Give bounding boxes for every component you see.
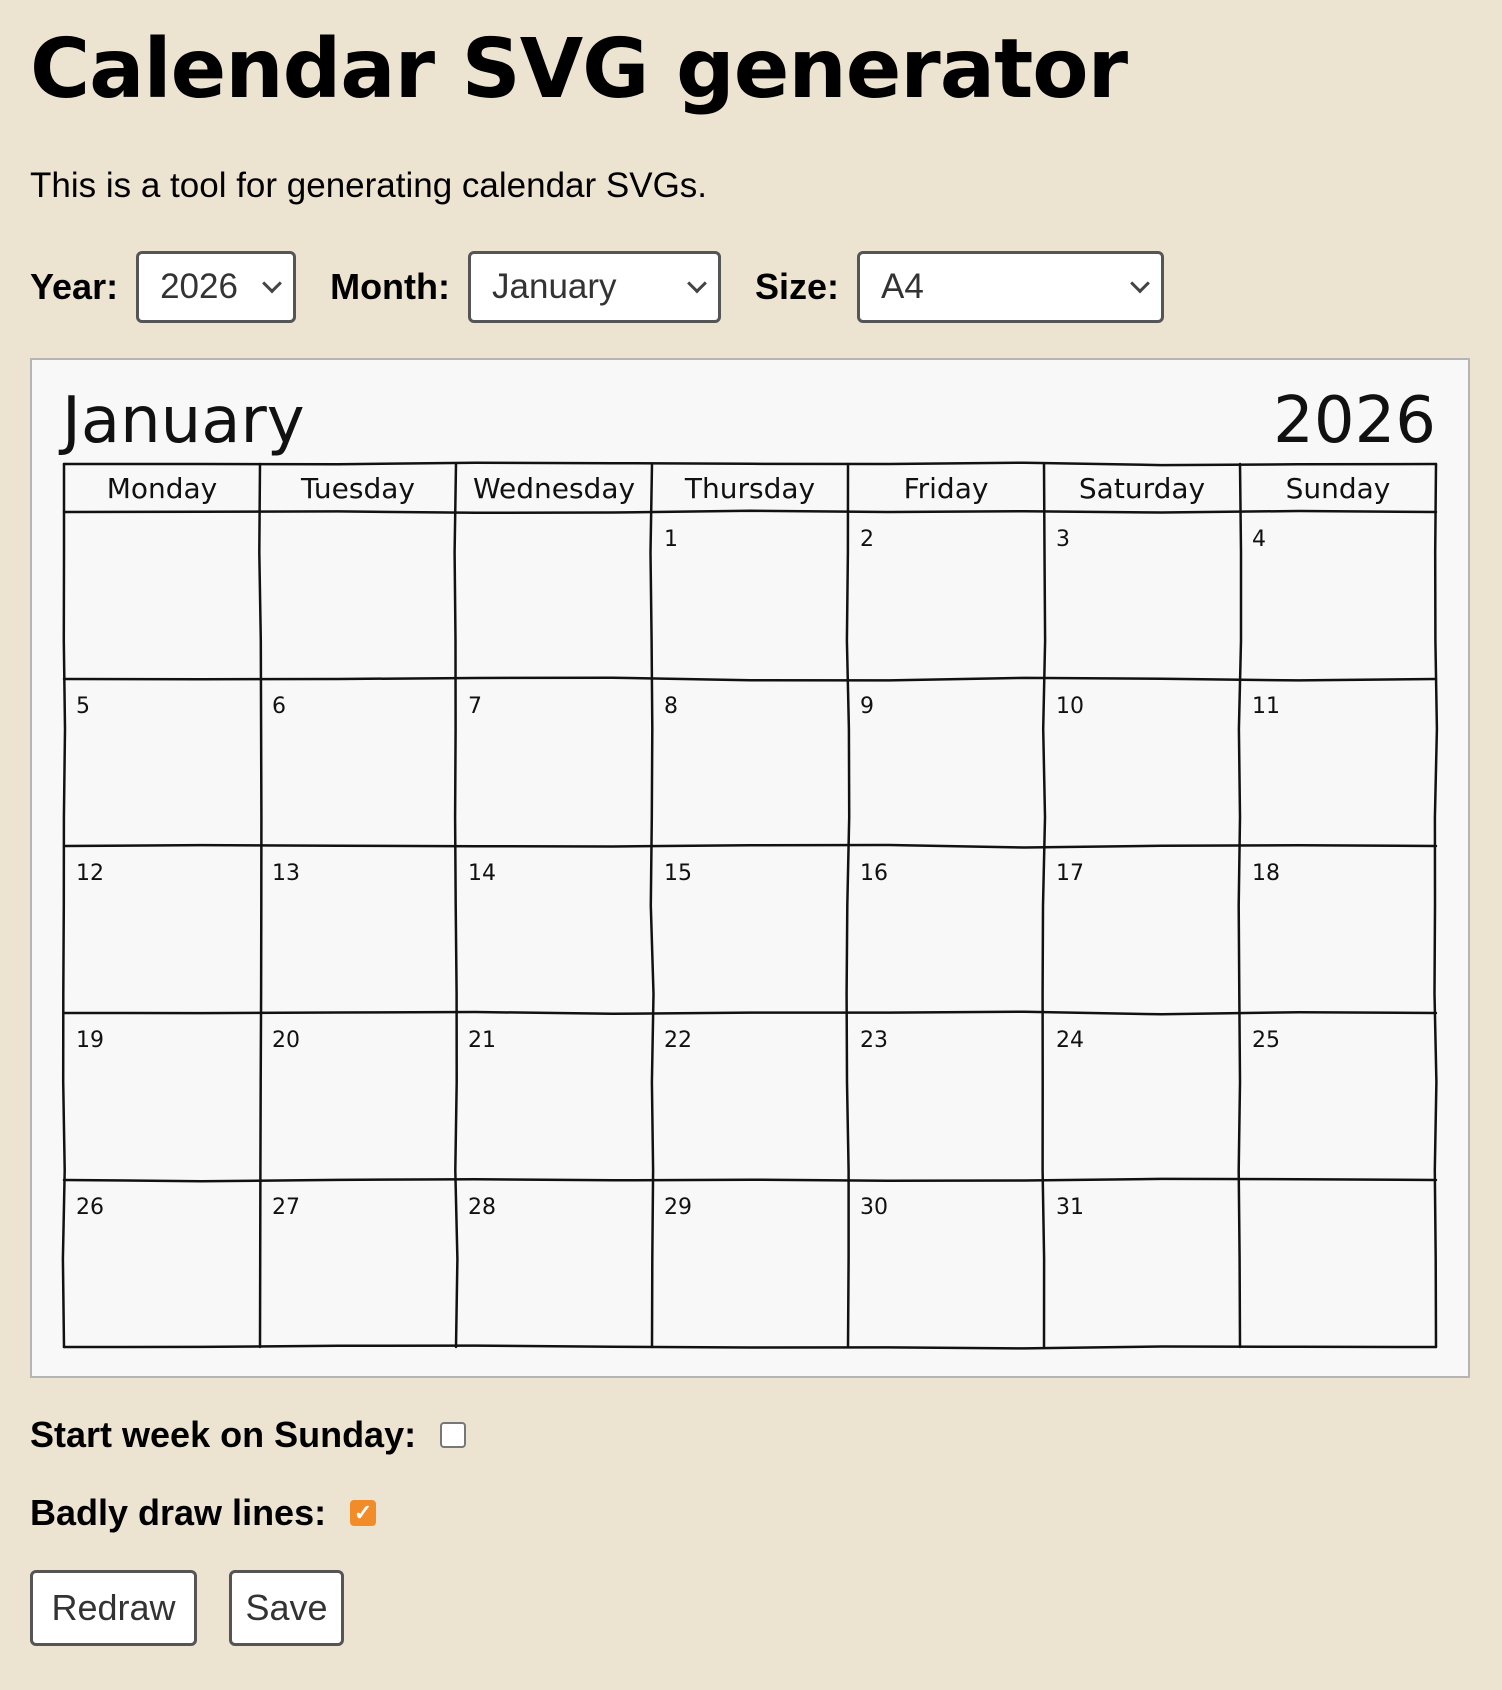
day-number: 15: [664, 861, 692, 886]
page-title: Calendar SVG generator: [30, 22, 1128, 117]
day-number: 28: [468, 1195, 496, 1220]
calendar-month-title: January: [62, 384, 305, 458]
chevron-down-icon: [687, 274, 707, 294]
size-select[interactable]: [857, 251, 1164, 323]
grid-line-row: [64, 1179, 1436, 1181]
day-number: 12: [76, 861, 104, 886]
day-number: 13: [272, 861, 300, 886]
calendar-preview: [30, 358, 1470, 1378]
weekday-header: Sunday: [1285, 472, 1391, 505]
day-number: 19: [76, 1028, 104, 1053]
grid-line-header: [64, 511, 1436, 513]
day-number: 26: [76, 1195, 104, 1220]
grid-line-row: [64, 1012, 1436, 1015]
start-sunday-checkbox[interactable]: [440, 1422, 466, 1448]
year-select[interactable]: [136, 251, 296, 323]
day-number: 29: [664, 1195, 692, 1220]
calendar-svg: [32, 360, 1468, 1376]
month-select[interactable]: [468, 251, 721, 323]
grid-line-row: [64, 1346, 1436, 1349]
weekday-header: Thursday: [684, 472, 816, 505]
day-number: 14: [468, 861, 496, 886]
calendar-year-title: 2026: [1273, 384, 1436, 458]
day-number: 2: [860, 527, 874, 552]
badly-draw-checkbox[interactable]: [350, 1500, 376, 1526]
day-number: 31: [1056, 1195, 1084, 1220]
grid-line-column: [259, 464, 261, 1347]
grid-line-column: [1043, 464, 1046, 1347]
day-number: 18: [1252, 861, 1280, 886]
weekday-header: Tuesday: [301, 472, 415, 505]
day-number: 23: [860, 1028, 888, 1053]
day-number: 22: [664, 1028, 692, 1053]
save-button[interactable]: Save: [229, 1570, 344, 1646]
size-select-value: A4: [881, 267, 924, 306]
day-number: 21: [468, 1028, 496, 1053]
day-number: 9: [860, 694, 874, 719]
start-sunday-label: Start week on Sunday:: [30, 1414, 417, 1455]
intro-text: This is a tool for generating calendar SVGs.: [30, 166, 708, 205]
weekday-header: Wednesday: [472, 472, 636, 505]
weekday-header: Friday: [903, 472, 989, 505]
day-number: 6: [272, 694, 286, 719]
day-number: 16: [860, 861, 888, 886]
redraw-button[interactable]: Redraw: [30, 1570, 197, 1646]
grid-line-column: [63, 464, 65, 1347]
grid-line-top: [64, 463, 1436, 465]
day-number: 27: [272, 1195, 300, 1220]
day-number: 24: [1056, 1028, 1084, 1053]
grid-line-column: [1435, 464, 1437, 1347]
day-number: 30: [860, 1195, 888, 1220]
grid-line-column: [455, 464, 458, 1347]
day-number: 10: [1056, 694, 1084, 719]
day-number: 7: [468, 694, 482, 719]
month-select-value: January: [492, 267, 617, 306]
day-number: 20: [272, 1028, 300, 1053]
weekday-header: Monday: [106, 472, 218, 505]
day-number: 3: [1056, 527, 1070, 552]
badly-draw-label: Badly draw lines:: [30, 1492, 327, 1533]
grid-line-column: [1239, 464, 1241, 1347]
calendar-controls: [30, 249, 1198, 325]
grid-line-row: [64, 678, 1436, 681]
weekday-header: Saturday: [1078, 472, 1206, 505]
day-number: 5: [76, 694, 90, 719]
day-number: 17: [1056, 861, 1084, 886]
badly-draw-option: [30, 1492, 376, 1534]
size-label: Size:: [755, 266, 840, 307]
checkmark-icon: ✓: [353, 1500, 373, 1525]
month-label: Month:: [330, 266, 451, 307]
grid-line-row: [64, 845, 1436, 848]
day-number: 25: [1252, 1028, 1280, 1053]
year-select-value: 2026: [160, 267, 238, 306]
grid-line-column: [651, 464, 654, 1347]
day-number: 1: [664, 527, 678, 552]
start-sunday-option: [30, 1414, 466, 1456]
day-number: 8: [664, 694, 678, 719]
day-number: 4: [1252, 527, 1266, 552]
year-label: Year:: [30, 266, 119, 307]
chevron-down-icon: [262, 274, 282, 294]
day-number: 11: [1252, 694, 1280, 719]
chevron-down-icon: [1130, 274, 1150, 294]
grid-line-column: [847, 464, 850, 1347]
